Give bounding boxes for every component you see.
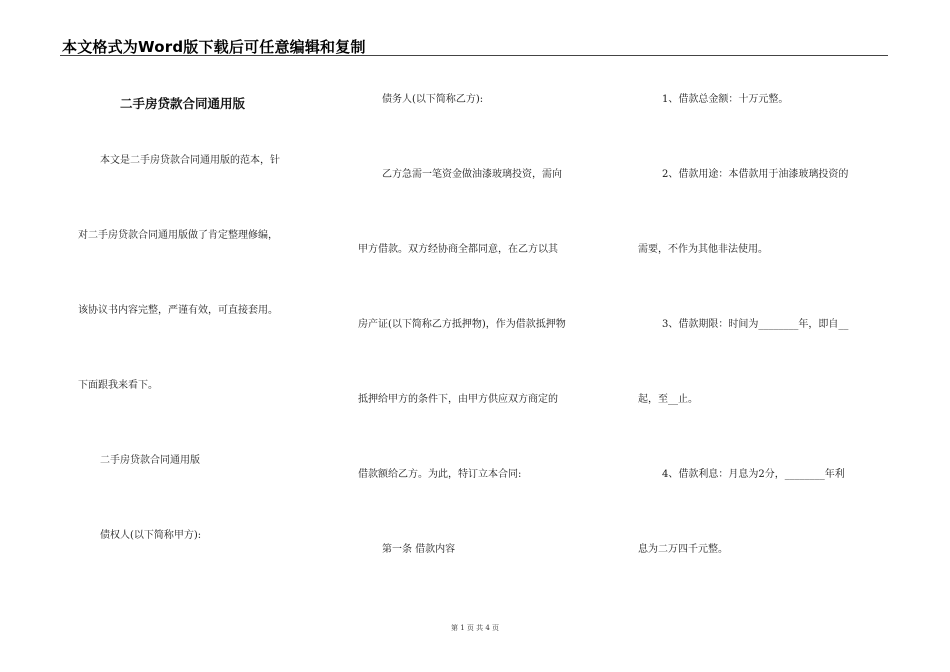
right-paragraph-line: 4、借款利息：月息为2分，________年利 [662, 469, 845, 480]
right-paragraph-line: 2、借款用途：本借款用于油漆玻璃投资的 [662, 169, 849, 180]
left-paragraph-line: 对二手房贷款合同通用版做了肯定整理修编， [78, 230, 278, 241]
middle-paragraph-line: 甲方借款。双方经协商全都同意，在乙方以其 [358, 244, 558, 255]
middle-paragraph-line: 抵押给甲方的条件下，由甲方供应双方商定的 [358, 394, 558, 405]
header-rule [60, 55, 888, 56]
right-paragraph-line: 3、借款期限：时间为________年，即自__ [662, 319, 849, 330]
right-paragraph-line: 息为二万四千元整。 [638, 544, 728, 555]
middle-paragraph-line: 乙方急需一笔资金做油漆玻璃投资，需向 [382, 169, 562, 180]
left-paragraph-line: 债权人(以下简称甲方): [100, 530, 202, 541]
right-paragraph-line: 起，至__止。 [638, 394, 698, 405]
middle-paragraph-line: 债务人(以下简称乙方): [382, 94, 484, 105]
left-paragraph-line: 二手房贷款合同通用版 [100, 455, 200, 466]
page-indicator: 第 1 页 共 4 页 [450, 624, 500, 632]
document-title: 二手房贷款合同通用版 [120, 96, 246, 111]
right-paragraph-line: 需要，不作为其他非法使用。 [638, 244, 768, 255]
left-paragraph-line: 下面跟我来看下。 [78, 380, 158, 391]
middle-paragraph-line: 借款额给乙方。为此，特订立本合同: [358, 469, 522, 480]
middle-paragraph-line: 房产证(以下简称乙方抵押物)，作为借款抵押物 [358, 319, 566, 330]
header-title: 本文格式为Word版下载后可任意编辑和复制 [62, 38, 366, 56]
right-paragraph-line: 1、借款总金额：十万元整。 [662, 94, 789, 105]
left-paragraph-line: 该协议书内容完整，严谨有效，可直接套用。 [78, 305, 278, 316]
left-paragraph-line: 本文是二手房贷款合同通用版的范本，针 [100, 155, 280, 166]
middle-paragraph-line: 第一条 借款内容 [382, 544, 456, 555]
